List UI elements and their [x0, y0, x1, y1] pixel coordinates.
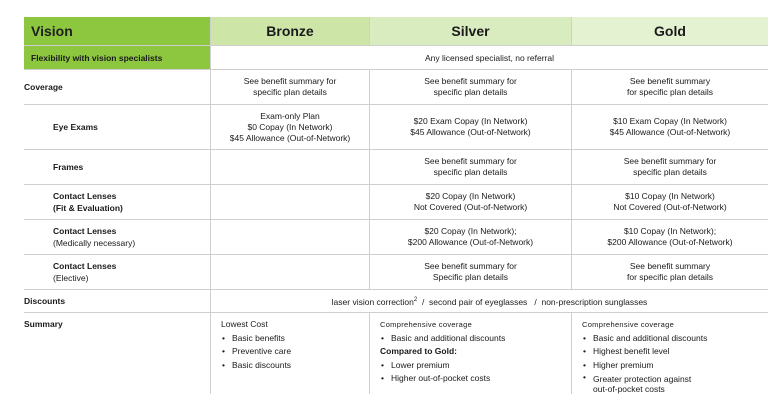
list-item: • Basic and additional discounts	[582, 332, 768, 346]
header-row	[24, 17, 768, 46]
flexibility-label: Flexibility with vision specialists	[24, 46, 211, 70]
summary-silver	[370, 313, 572, 395]
frames-label: Frames	[24, 150, 211, 185]
list-item: • Basic benefits	[221, 332, 369, 346]
eye-exams-label: Eye Exams	[24, 105, 211, 150]
contact-fit-bronze	[211, 185, 370, 220]
frames-row	[24, 150, 768, 185]
eye-exams-bronze: Exam-only Plan $0 Copay (In Network) $45 Allowance (Out-of-Network)	[211, 105, 370, 150]
summary-gold	[572, 313, 769, 395]
summary-gold-heading: Comprehensive coverage	[582, 320, 675, 329]
discounts-row	[24, 290, 768, 313]
contact-elective-label: Contact Lenses (Elective)	[24, 255, 211, 290]
list-item: • Greater protection against out-of-pocket costs	[582, 372, 768, 394]
contact-fit-label: Contact Lenses (Fit & Evaluation)	[24, 185, 211, 220]
bronze-header: Bronze	[211, 17, 370, 46]
list-item: • Basic and additional discounts	[380, 332, 571, 346]
contact-medical-bronze	[211, 220, 370, 255]
coverage-gold: See benefit summary for specific plan details	[572, 70, 769, 105]
summary-silver-list	[380, 332, 571, 346]
contact-elective-row	[24, 255, 768, 290]
summary-bronze-heading: Lowest Cost	[221, 319, 268, 329]
contact-medical-label: Contact Lenses (Medically necessary)	[24, 220, 211, 255]
summary-gold-list	[582, 332, 768, 395]
contact-medical-gold: $10 Copay (In Network); $200 Allowance (Out-of-Network)	[572, 220, 769, 255]
contact-medical-row	[24, 220, 768, 255]
contact-elective-silver: See benefit summary for Specific plan details	[370, 255, 572, 290]
list-item: • Lower premium	[380, 359, 571, 373]
list-item: • Higher premium	[582, 359, 768, 373]
summary-bronze	[211, 313, 370, 395]
eye-exams-row	[24, 105, 768, 150]
contact-medical-silver: $20 Copay (In Network); $200 Allowance (Out-of-Network)	[370, 220, 572, 255]
contact-fit-row	[24, 185, 768, 220]
list-item: • Basic discounts	[221, 359, 369, 373]
flexibility-value: Any licensed specialist, no referral	[211, 46, 769, 70]
contact-elective-gold: See benefit summary for specific plan details	[572, 255, 769, 290]
summary-row	[24, 313, 768, 395]
contact-elective-bronze	[211, 255, 370, 290]
eye-exams-gold: $10 Exam Copay (In Network) $45 Allowance (Out-of-Network)	[572, 105, 769, 150]
discounts-value: laser vision correction$^2$ / second pair of eyeglasses / non-prescription sunglasses	[211, 290, 769, 313]
vision-comparison-table	[24, 17, 768, 394]
vision-header: Vision	[24, 17, 211, 46]
eye-exams-silver: $20 Exam Copay (In Network) $45 Allowance (Out-of-Network)	[370, 105, 572, 150]
flexibility-row	[24, 46, 768, 70]
discounts-label: Discounts	[24, 290, 211, 313]
list-item: • Preventive care	[221, 345, 369, 359]
summary-bronze-list	[221, 332, 369, 373]
coverage-row	[24, 70, 768, 105]
contact-fit-silver: $20 Copay (In Network) Not Covered (Out-of-Network)	[370, 185, 572, 220]
coverage-label: Coverage	[24, 70, 211, 105]
frames-gold: See benefit summary for specific plan details	[572, 150, 769, 185]
coverage-bronze: See benefit summary for specific plan details	[211, 70, 370, 105]
list-item: • Highest benefit level	[582, 345, 768, 359]
list-item: • Higher out-of-pocket costs	[380, 372, 571, 386]
summary-label: Summary	[24, 313, 211, 395]
frames-bronze	[211, 150, 370, 185]
summary-silver-heading: Comprehensive coverage	[380, 320, 473, 329]
silver-header: Silver	[370, 17, 572, 46]
contact-fit-gold: $10 Copay (In Network) Not Covered (Out-of-Network)	[572, 185, 769, 220]
summary-silver-list-2	[380, 359, 571, 386]
summary-silver-subheading: Compared to Gold:	[380, 346, 457, 356]
gold-header: Gold	[572, 17, 769, 46]
frames-silver: See benefit summary for specific plan details	[370, 150, 572, 185]
coverage-silver: See benefit summary for specific plan details	[370, 70, 572, 105]
